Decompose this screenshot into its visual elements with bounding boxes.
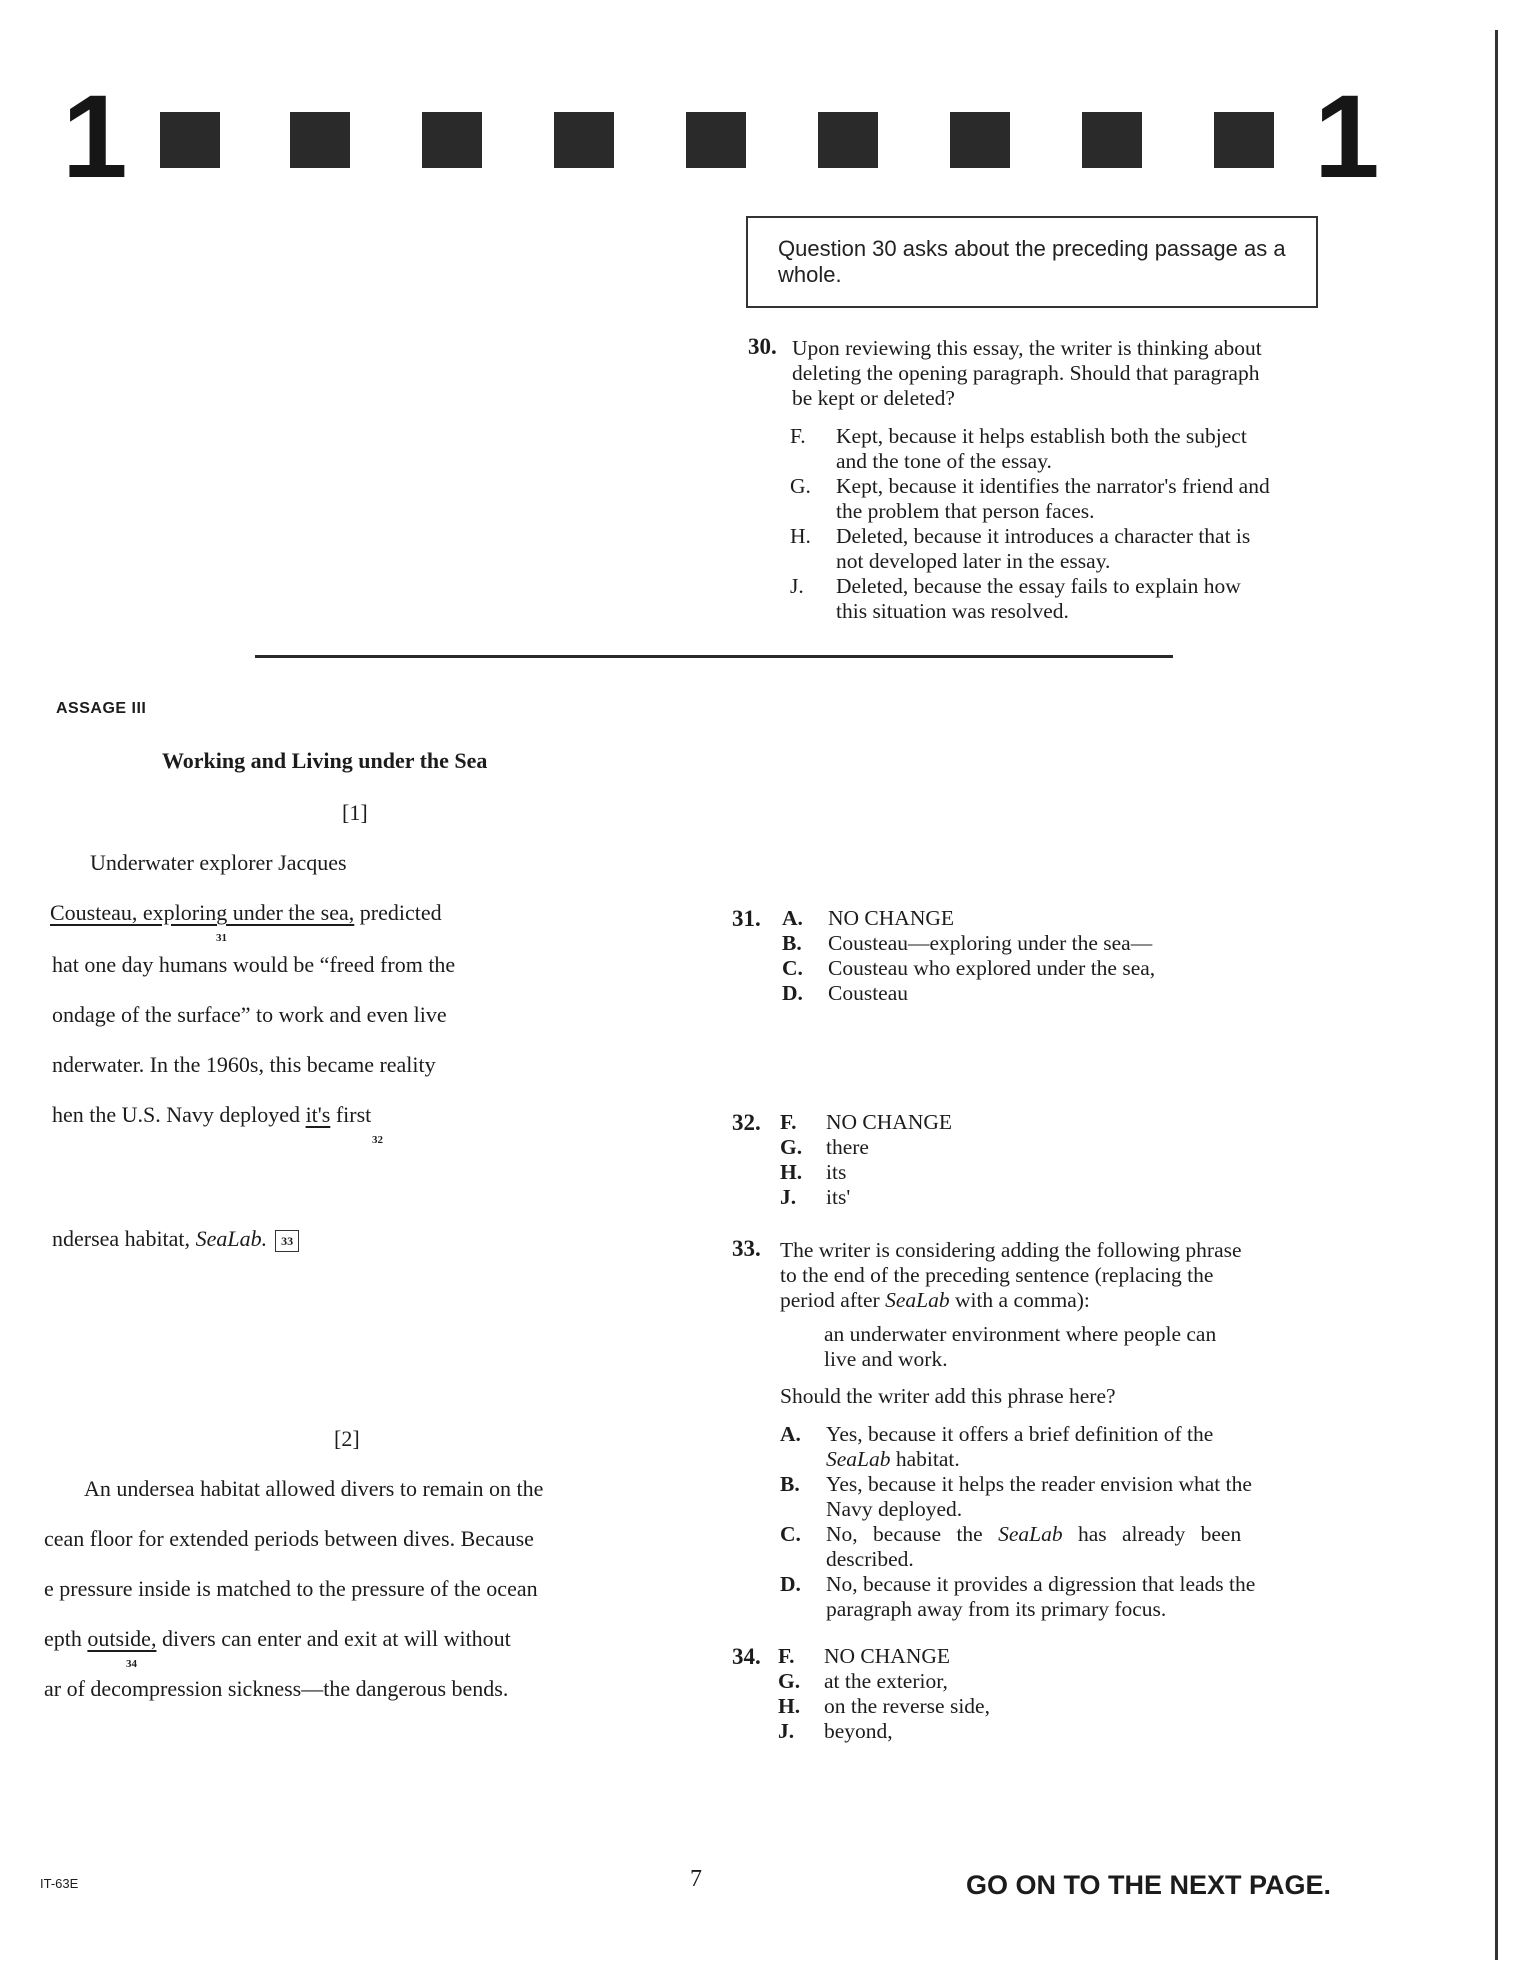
answer-option-d[interactable] xyxy=(782,981,908,1006)
question-number: 31. xyxy=(732,906,761,931)
passage-line: hat one day humans would be “freed from the xyxy=(52,952,456,977)
option-letter: H. xyxy=(790,524,811,548)
option-text: NO CHANGE xyxy=(824,1644,951,1668)
passage-label: ASSAGE III xyxy=(56,700,147,717)
answer-option-d[interactable] xyxy=(780,1572,1390,1622)
option-letter: B. xyxy=(782,931,802,955)
stem-line: be kept or deleted? xyxy=(792,386,955,410)
passage-line xyxy=(52,1102,371,1128)
section-number-right: 1 xyxy=(1314,71,1380,203)
passage-line xyxy=(44,1626,511,1652)
option-letter: D. xyxy=(780,1572,801,1596)
option-italic: SeaLab xyxy=(998,1522,1063,1546)
option-text: at the exterior, xyxy=(824,1669,948,1693)
passage-text: epth xyxy=(44,1626,88,1651)
header-block xyxy=(818,112,878,168)
passage-text: ndersea habitat, xyxy=(52,1226,196,1251)
answer-option-j[interactable] xyxy=(790,574,1390,624)
option-text: Navy deployed. xyxy=(826,1497,963,1521)
option-text: the problem that person faces. xyxy=(836,499,1095,523)
header-block xyxy=(1082,112,1142,168)
option-text: Deleted, because the essay fails to explain how xyxy=(836,574,1241,598)
option-text: its xyxy=(826,1160,847,1184)
question-number: 30. xyxy=(748,334,777,359)
passage-text: predicted xyxy=(354,900,442,925)
option-text: this situation was resolved. xyxy=(836,599,1069,623)
answer-option-c[interactable] xyxy=(782,956,1155,981)
option-text: Kept, because it helps establish both the subject xyxy=(836,424,1247,448)
option-italic: SeaLab xyxy=(826,1447,891,1471)
option-text: Yes, because it offers a brief definition of the xyxy=(826,1422,1214,1446)
stem-text: period after xyxy=(780,1288,886,1312)
passage-line: ar of decompression sickness—the dangerous bends. xyxy=(44,1676,509,1701)
answer-option-h[interactable] xyxy=(780,1160,846,1185)
question-number: 33. xyxy=(732,1236,761,1261)
question-30-callout: Question 30 asks about the preceding passage as a whole. xyxy=(746,216,1318,308)
answer-option-g[interactable] xyxy=(780,1135,869,1160)
option-text: Kept, because it identifies the narrator's friend and xyxy=(836,474,1270,498)
option-text: and the tone of the essay. xyxy=(836,449,1052,473)
passage-text: first xyxy=(330,1102,372,1127)
stem-text: with a comma): xyxy=(949,1288,1090,1312)
answer-option-c[interactable] xyxy=(780,1522,1390,1572)
option-letter: G. xyxy=(778,1669,801,1693)
passage-line: cean floor for extended periods between dives. Because xyxy=(44,1526,534,1551)
option-text: No, because it provides a digression that leads the xyxy=(826,1572,1256,1596)
option-letter: F. xyxy=(790,424,806,448)
question-marker-34: 34 xyxy=(126,1658,137,1670)
section-divider xyxy=(255,655,1173,658)
passage-line: ondage of the surface” to work and even live xyxy=(52,1002,447,1027)
option-letter: C. xyxy=(782,956,803,980)
option-letter: A. xyxy=(780,1422,801,1446)
option-text: habitat. xyxy=(890,1447,960,1471)
option-letter: F. xyxy=(780,1110,797,1134)
passage-line: An undersea habitat allowed divers to remain on the xyxy=(84,1476,544,1501)
header-block xyxy=(290,112,350,168)
option-letter: A. xyxy=(782,906,803,930)
header-block xyxy=(686,112,746,168)
option-text: there xyxy=(826,1135,869,1159)
option-text: Yes, because it helps the reader envision what the xyxy=(826,1472,1252,1496)
passage-line: Underwater explorer Jacques xyxy=(90,850,347,875)
passage-title: Working and Living under the Sea xyxy=(162,748,488,773)
option-text: NO CHANGE xyxy=(826,1110,953,1134)
underlined-text-31[interactable]: Cousteau, exploring under the sea, xyxy=(50,900,355,925)
option-text: beyond, xyxy=(824,1719,893,1743)
option-letter: J. xyxy=(790,574,804,598)
question-stem xyxy=(780,1238,1390,1313)
section-number-left: 1 xyxy=(62,71,128,203)
answer-option-a[interactable] xyxy=(782,906,954,931)
stem-line: to the end of the preceding sentence (replacing the xyxy=(780,1263,1214,1287)
answer-option-h[interactable] xyxy=(778,1694,990,1719)
passage-line: nderwater. In the 1960s, this became reality xyxy=(52,1052,436,1077)
option-text: Cousteau—exploring under the sea— xyxy=(828,931,1153,955)
question-box-33[interactable]: 33 xyxy=(275,1230,299,1252)
option-letter: G. xyxy=(790,474,811,498)
form-code: IT-63E xyxy=(40,1876,79,1891)
header-block xyxy=(160,112,220,168)
answer-option-g[interactable] xyxy=(790,474,1390,524)
stem-line: deleting the opening paragraph. Should that paragraph xyxy=(792,361,1260,385)
passage-line: e pressure inside is matched to the pressure of the ocean xyxy=(44,1576,538,1601)
option-text: Cousteau who explored under the sea, xyxy=(828,956,1156,980)
question-ask: Should the writer add this phrase here? xyxy=(780,1384,1116,1408)
paragraph-marker-1: [1] xyxy=(342,800,368,825)
go-on-notice: GO ON TO THE NEXT PAGE. xyxy=(966,1870,1332,1900)
answer-option-j[interactable] xyxy=(780,1185,850,1210)
option-letter: H. xyxy=(780,1160,803,1184)
header-block xyxy=(422,112,482,168)
option-letter: G. xyxy=(780,1135,803,1159)
passage-text: divers can enter and exit at will without xyxy=(156,1626,511,1651)
option-text: described. xyxy=(826,1547,914,1571)
option-text: Cousteau xyxy=(828,981,909,1005)
option-text: paragraph away from its primary focus. xyxy=(826,1597,1167,1621)
option-letter: J. xyxy=(780,1185,797,1209)
option-letter: H. xyxy=(778,1694,801,1718)
answer-option-f[interactable] xyxy=(778,1644,950,1669)
header-block xyxy=(950,112,1010,168)
question-marker-31: 31 xyxy=(216,932,227,944)
question-stem xyxy=(792,336,1392,411)
quote-line: live and work. xyxy=(824,1347,948,1371)
stem-line xyxy=(780,1288,1390,1313)
option-text: Deleted, because it introduces a character that is xyxy=(836,524,1251,548)
option-letter: D. xyxy=(782,981,803,1005)
quoted-phrase xyxy=(824,1322,1384,1372)
header-block xyxy=(554,112,614,168)
option-text: No, because the xyxy=(826,1522,999,1546)
option-text: its' xyxy=(826,1185,851,1209)
answer-option-f[interactable] xyxy=(780,1110,952,1135)
option-letter: B. xyxy=(780,1472,800,1496)
question-marker-32: 32 xyxy=(372,1134,383,1146)
underlined-text-34[interactable]: outside, xyxy=(87,1626,157,1651)
option-text: has already been xyxy=(1062,1522,1242,1546)
option-text: not developed later in the essay. xyxy=(836,549,1111,573)
answer-option-j[interactable] xyxy=(778,1719,893,1744)
option-letter: F. xyxy=(778,1644,795,1668)
option-text: NO CHANGE xyxy=(828,906,955,930)
passage-line xyxy=(50,900,442,926)
answer-option-f[interactable] xyxy=(790,424,1390,474)
quote-line: an underwater environment where people can xyxy=(824,1322,1217,1346)
answer-option-h[interactable] xyxy=(790,524,1390,574)
stem-line: Upon reviewing this essay, the writer is thinking about xyxy=(792,336,1262,360)
passage-line xyxy=(52,1226,299,1252)
option-letter: J. xyxy=(778,1719,795,1743)
underlined-text-32[interactable]: it's xyxy=(305,1102,331,1127)
answer-option-g[interactable] xyxy=(778,1669,948,1694)
paragraph-marker-2: [2] xyxy=(334,1426,360,1451)
question-number: 32. xyxy=(732,1110,761,1135)
page-number: 7 xyxy=(690,1866,702,1892)
passage-text: hen the U.S. Navy deployed xyxy=(52,1102,306,1127)
stem-italic: SeaLab xyxy=(885,1288,950,1312)
answer-option-b[interactable] xyxy=(782,931,1152,956)
passage-italic: SeaLab. xyxy=(195,1226,268,1251)
answer-option-b[interactable] xyxy=(780,1472,1390,1522)
page-edge xyxy=(1495,30,1498,1960)
option-letter: C. xyxy=(780,1522,801,1546)
option-text: on the reverse side, xyxy=(824,1694,990,1718)
answer-option-a[interactable] xyxy=(780,1422,1390,1472)
stem-line: The writer is considering adding the following phrase xyxy=(780,1238,1242,1262)
header-block xyxy=(1214,112,1274,168)
question-number: 34. xyxy=(732,1644,761,1669)
